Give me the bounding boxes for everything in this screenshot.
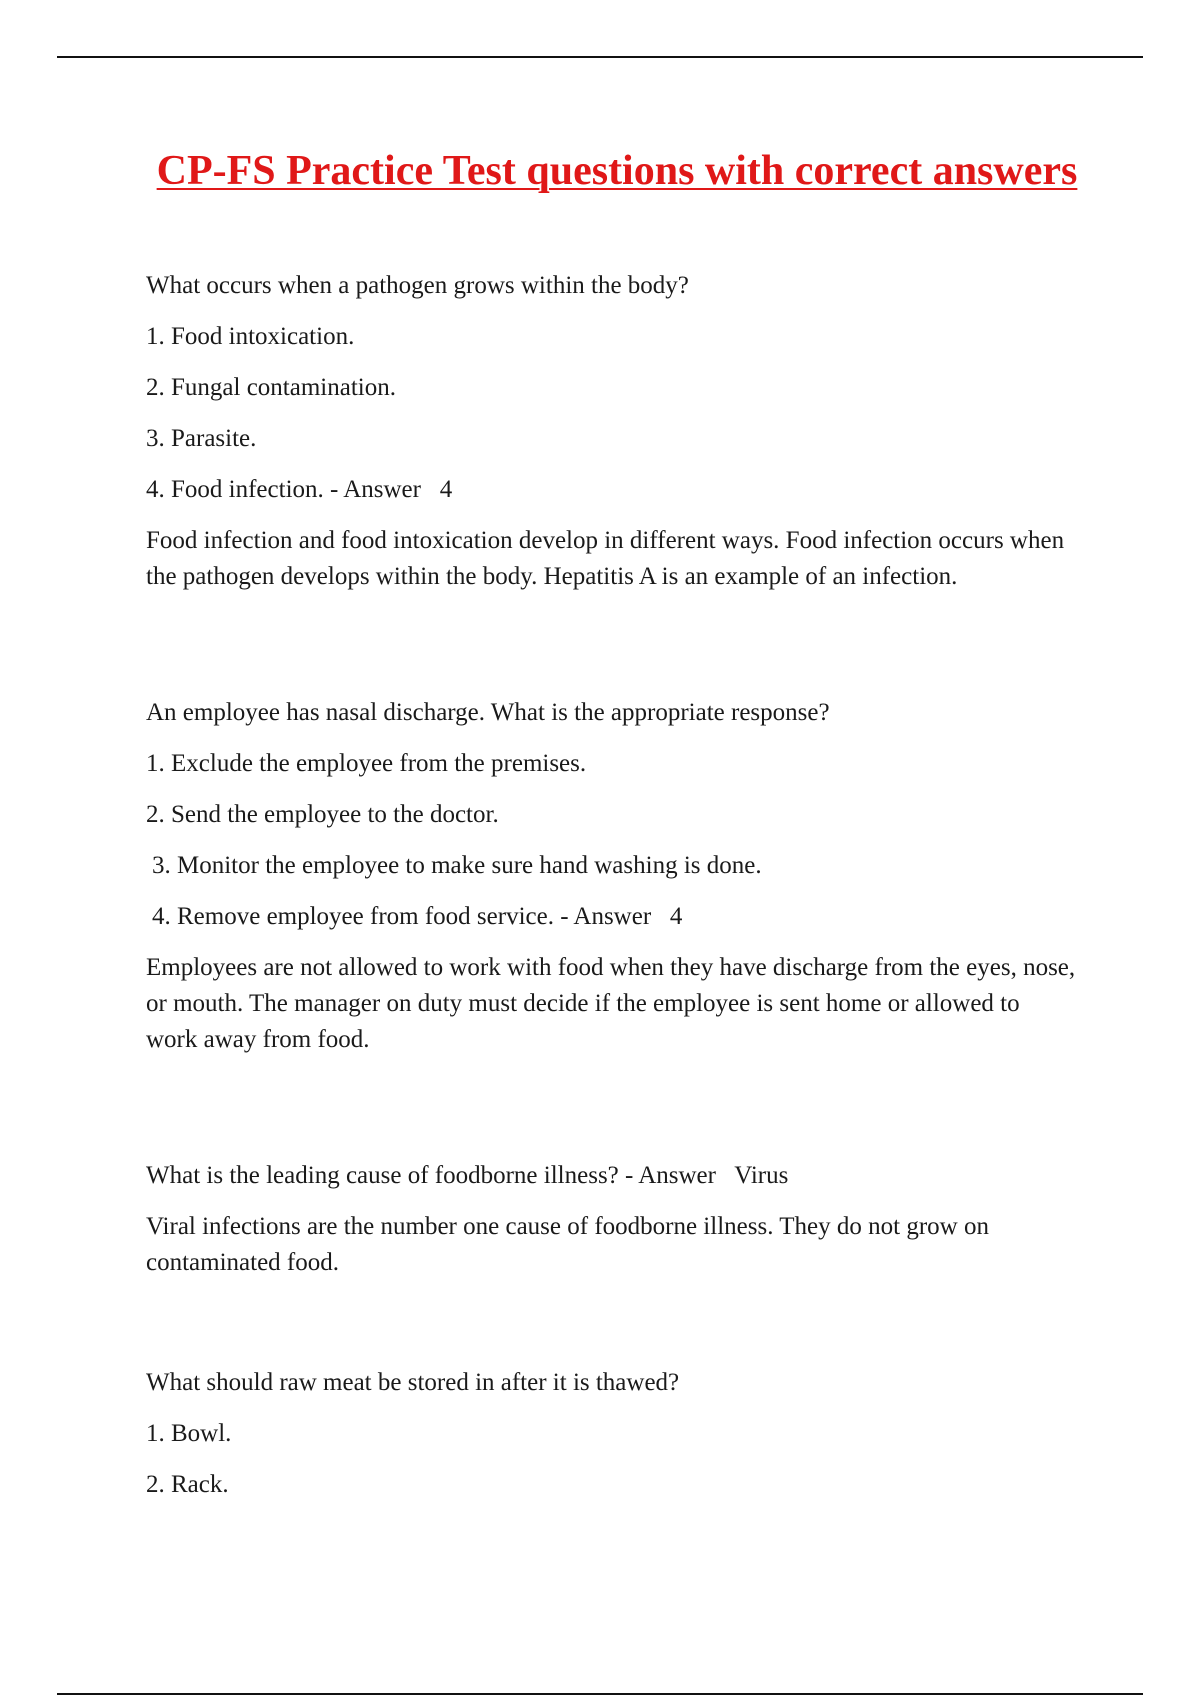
document-body: [146, 268, 1076, 1518]
question-block-3: [146, 1158, 1076, 1281]
bottom-rule: [57, 1693, 1143, 1695]
answer-option: 3. Parasite.: [146, 425, 257, 452]
answer-option: 1. Bowl.: [146, 1420, 232, 1447]
document-title: CP-FS Practice Test questions with correct answers: [156, 148, 1078, 194]
answer-option-correct: 4. Remove employee from food service. - Answer 4: [152, 903, 683, 930]
answer-explanation: Employees are not allowed to work with food when they have discharge from the eyes, nose, or mouth. The manager on duty must decide if the employee is sent home or allowed to work away from food.: [146, 954, 1076, 1053]
answer-option: 2. Rack.: [146, 1471, 229, 1498]
answer-explanation: Viral infections are the number one cause of foodborne illness. They do not grow on contaminated food.: [146, 1213, 989, 1276]
question-spacer: [146, 1295, 1076, 1365]
question-prompt: What is the leading cause of foodborne illness? - Answer Virus: [146, 1162, 789, 1189]
question-prompt: What occurs when a pathogen grows within the body?: [146, 272, 689, 299]
question-prompt: An employee has nasal discharge. What is the appropriate response?: [146, 699, 830, 726]
answer-option: 2. Fungal contamination.: [146, 374, 396, 401]
top-rule: [57, 56, 1143, 58]
question-spacer: [146, 609, 1076, 695]
question-block-1: [146, 268, 1076, 595]
answer-explanation: Food infection and food intoxication develop in different ways. Food infection occurs when the pathogen develops within the body. Hepatitis A is an example of an infection.: [146, 527, 1065, 590]
question-spacer: [146, 1072, 1076, 1158]
question-block-4: [146, 1365, 1076, 1503]
question-block-2: [146, 695, 1076, 1058]
question-prompt: What should raw meat be stored in after it is thawed?: [146, 1369, 680, 1396]
answer-option-correct: 4. Food infection. - Answer 4: [146, 476, 453, 503]
answer-option: 1. Exclude the employee from the premises.: [146, 750, 587, 777]
answer-option: 3. Monitor the employee to make sure hand washing is done.: [152, 852, 762, 879]
answer-option: 2. Send the employee to the doctor.: [146, 801, 499, 828]
answer-option: 1. Food intoxication.: [146, 323, 355, 350]
